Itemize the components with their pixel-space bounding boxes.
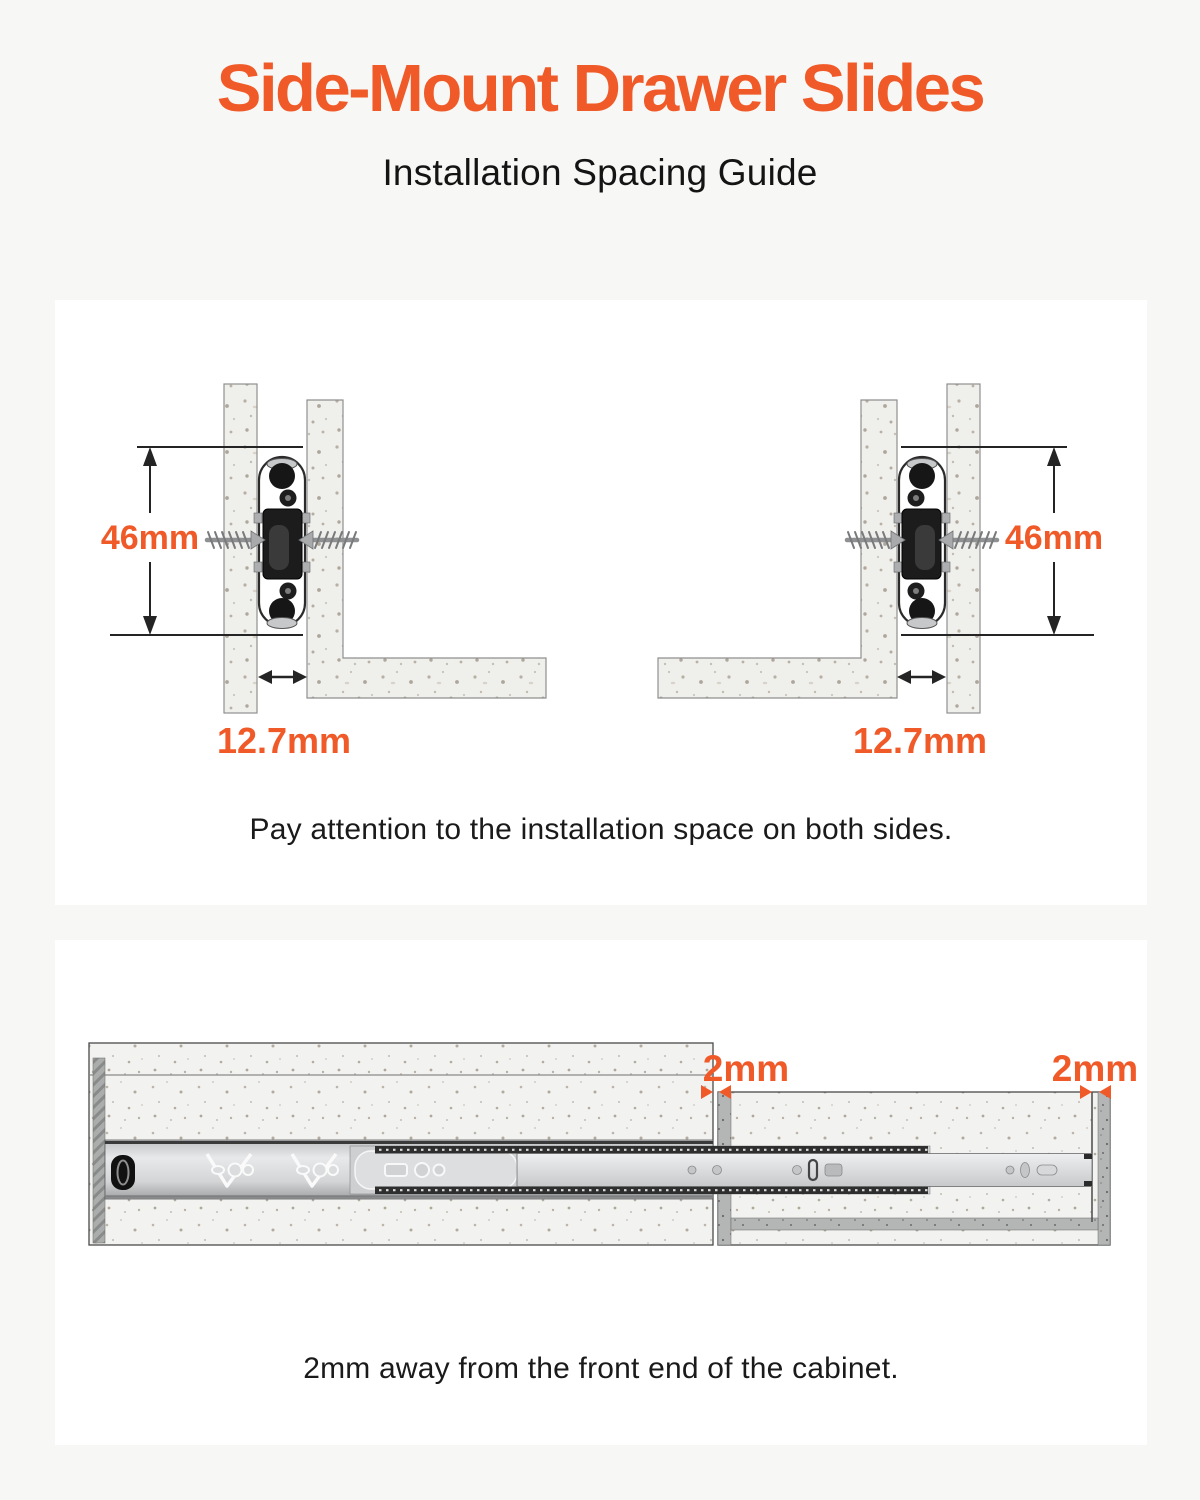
- front-gap-panel: [55, 940, 1147, 1445]
- rail-rear-bracket: [111, 1155, 135, 1190]
- front-gap-label-left: 2mm: [702, 1048, 790, 1089]
- gap-label-right: 12.7mm: [852, 720, 988, 761]
- front-gap-label-right: 2mm: [1051, 1048, 1139, 1089]
- panel2-caption: 2mm away from the front end of the cabinet.: [303, 1352, 899, 1385]
- header: [0, 0, 1200, 194]
- panel1-caption: Pay attention to the installation space on both sides.: [249, 813, 953, 846]
- drawer-front-wall: [1098, 1092, 1110, 1245]
- side-spacing-panel: [55, 300, 1147, 905]
- drawer-bottom: [731, 1218, 1098, 1230]
- page-title: Side-Mount Drawer Slides: [216, 51, 984, 126]
- height-label-right: 46mm: [1004, 519, 1104, 557]
- gap-label-left: 12.7mm: [216, 720, 352, 761]
- page-subtitle: Installation Spacing Guide: [382, 152, 818, 194]
- cabinet-back-panel: [93, 1058, 105, 1243]
- height-label-left: 46mm: [100, 519, 200, 557]
